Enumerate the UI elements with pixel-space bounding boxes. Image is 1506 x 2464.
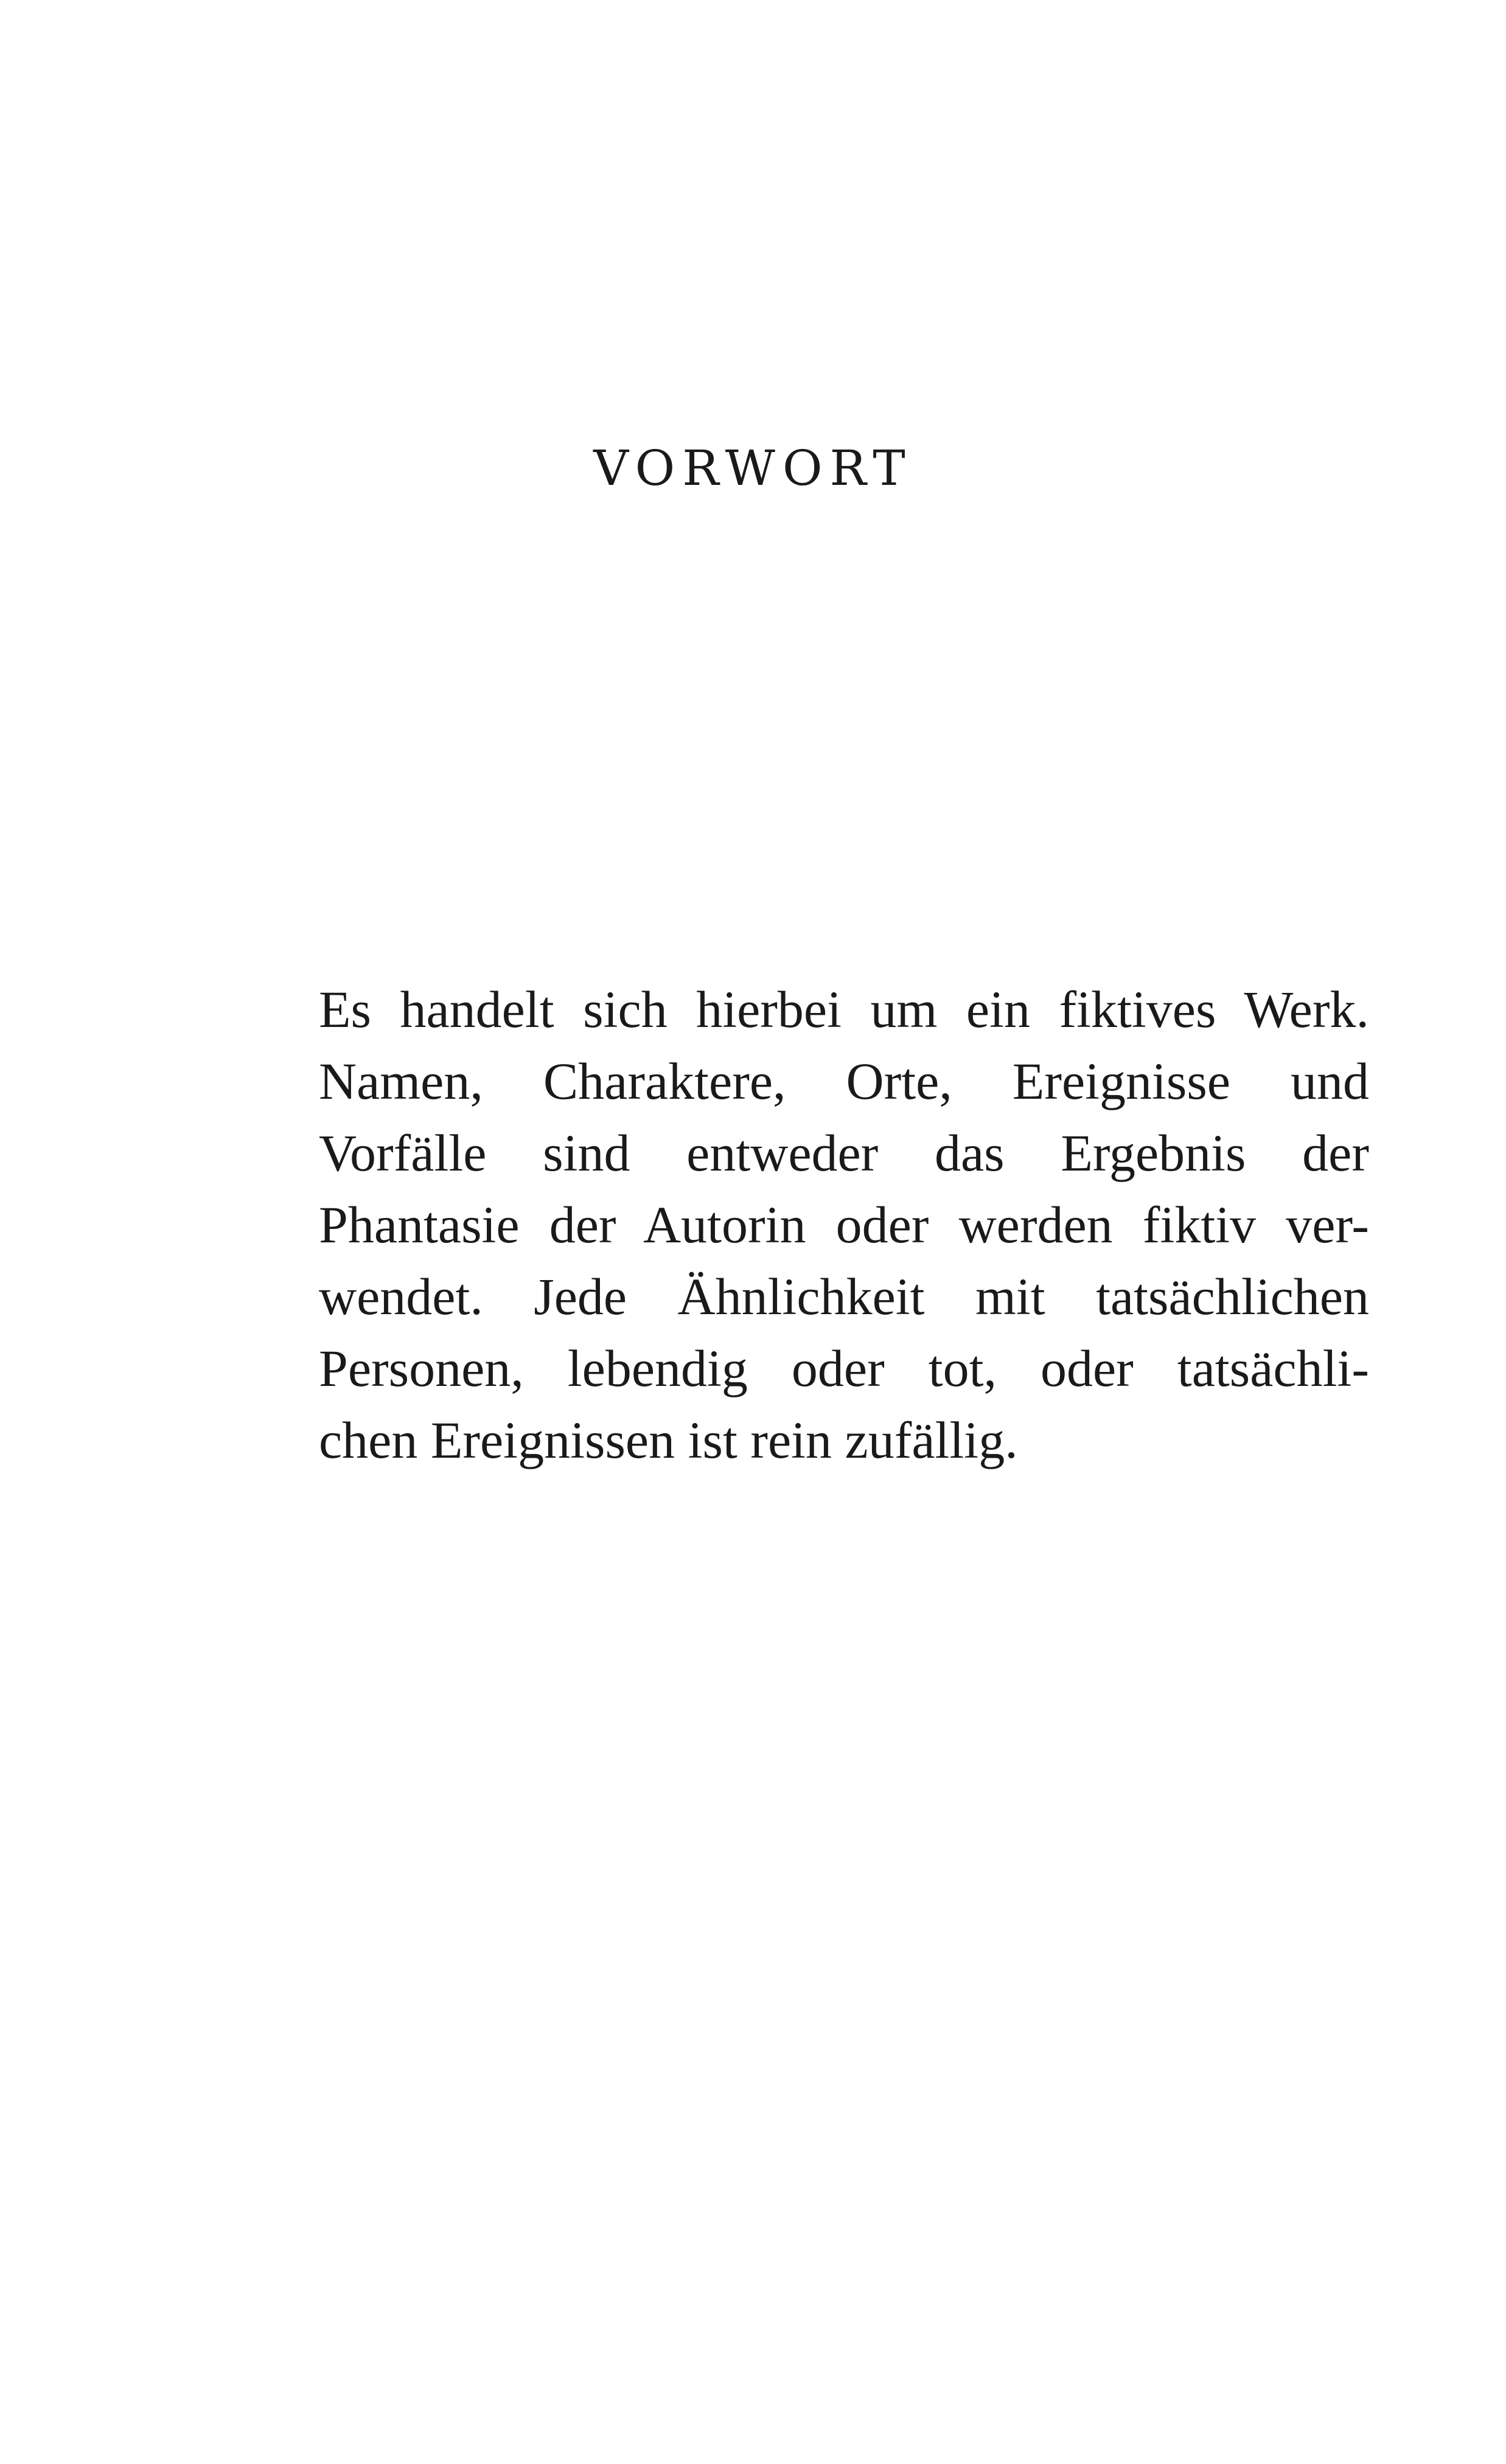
paragraph-line: Phantasie der Autorin oder werden fiktiv ver- [319, 1195, 1369, 1254]
paragraph-line: chen Ereignissen ist rein zufällig. [319, 1411, 1018, 1469]
paragraph-line: Personen, lebendig oder tot, oder tatsächli- [319, 1339, 1369, 1397]
foreword-paragraph [319, 973, 1369, 1476]
page-title: VORWORT [593, 440, 913, 496]
paragraph-line: Es handelt sich hierbei um ein fiktives Werk. [319, 980, 1369, 1039]
paragraph-line: Vorfälle sind entweder das Ergebnis der [319, 1124, 1369, 1182]
paragraph-line: wendet. Jede Ähnlichkeit mit tatsächlichen [319, 1267, 1369, 1326]
paragraph-line: Namen, Charaktere, Orte, Ereignisse und [319, 1052, 1369, 1110]
